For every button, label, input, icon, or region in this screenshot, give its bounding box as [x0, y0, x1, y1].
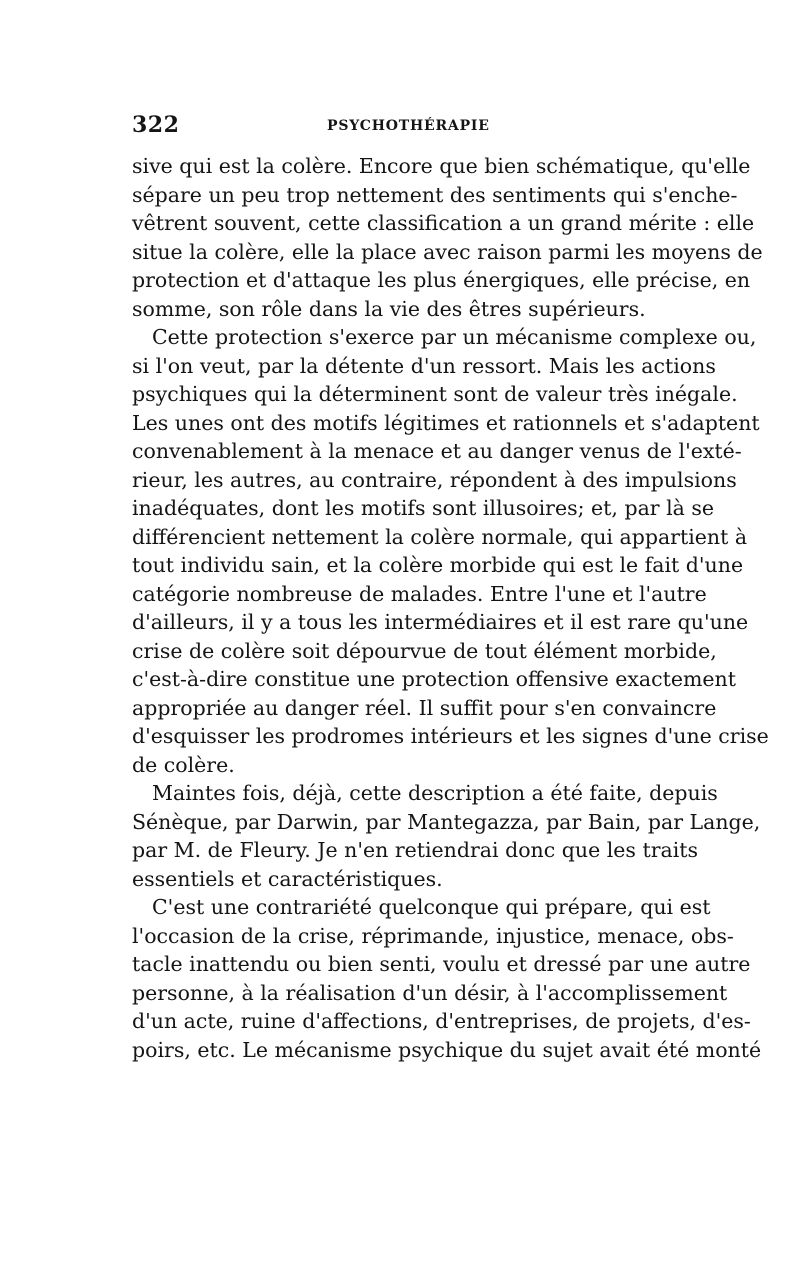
running-head: PSYCHOTHÉRAPIE — [327, 118, 490, 134]
text-line: sive qui est la colère. Encore que bien schématique, qu'elle — [132, 154, 751, 178]
text-line: tout individu sain, et la colère morbide qui est le fait d'une — [132, 553, 744, 577]
body-text — [132, 152, 769, 1064]
text-line: C'est une contrariété quelconque qui prépare, qui est — [152, 895, 711, 919]
paragraph — [132, 893, 762, 1064]
text-line: situe la colère, elle la place avec raison parmi les moyens de — [132, 239, 763, 264]
text-line: personne, à la réalisation d'un désir, à l'accomplissement — [132, 980, 728, 1005]
text-line: l'occasion de la crise, réprimande, injustice, menace, obs- — [132, 923, 734, 948]
text-line: rieur, les autres, au contraire, répondent à des impulsions — [132, 467, 737, 492]
text-line: poirs, etc. Le mécanisme psychique du sujet avait été monté — [132, 1037, 762, 1062]
text-line: d'un acte, ruine d'affections, d'entreprises, de projets, d'es- — [132, 1009, 751, 1033]
text-line: psychiques qui la déterminent sont de valeur très inégale. — [132, 382, 738, 406]
text-line: c'est-à-dire constitue une protection offensive exactement — [132, 667, 736, 691]
text-line: Maintes fois, déjà, cette description a été faite, depuis — [152, 781, 718, 805]
text-line: sépare un peu trop nettement des sentiments qui s'enche- — [132, 182, 738, 207]
text-line: inadéquates, dont les motifs sont illusoires; et, par là se — [132, 496, 715, 520]
paragraph — [132, 152, 763, 323]
text-line: vêtrent souvent, cette classification a un grand mérite : elle — [132, 211, 755, 235]
paragraph — [132, 779, 761, 893]
text-line: convenablement à la menace et au danger venus de l'exté- — [132, 439, 742, 463]
text-line: différencient nettement la colère normale, qui appartient à — [132, 524, 748, 549]
page-number: 322 — [132, 112, 180, 138]
text-line: d'esquisser les prodromes intérieurs et les signes d'une crise — [132, 724, 769, 748]
text-line: catégorie nombreuse de malades. Entre l'une et l'autre — [132, 581, 707, 606]
text-line: Sénèque, par Darwin, par Mantegazza, par Bain, par Lange, — [132, 809, 761, 834]
text-line: essentiels et caractéristiques. — [132, 866, 443, 891]
text-line: tacle inattendu ou bien senti, voulu et dressé par une autre — [132, 952, 751, 976]
text-line: si l'on veut, par la détente d'un ressort. Mais les actions — [132, 353, 716, 378]
text-line: crise de colère soit dépourvue de tout élément morbide, — [132, 638, 717, 663]
text-line: Cette protection s'exerce par un mécanisme complexe ou, — [152, 325, 757, 349]
text-line: d'ailleurs, il y a tous les intermédiaires et il est rare qu'une — [132, 610, 749, 634]
text-line: protection et d'attaque les plus énergiques, elle précise, en — [132, 268, 751, 292]
text-line: appropriée au danger réel. Il suffit pour s'en convaincre — [132, 695, 717, 720]
text-line: par M. de Fleury. Je n'en retiendrai donc que les traits — [132, 838, 699, 862]
paragraph — [132, 323, 769, 779]
text-line: de colère. — [132, 752, 235, 777]
text-line: somme, son rôle dans la vie des êtres supérieurs. — [132, 296, 646, 321]
page-header — [132, 112, 672, 142]
text-line: Les unes ont des motifs légitimes et rationnels et s'adaptent — [132, 410, 760, 435]
